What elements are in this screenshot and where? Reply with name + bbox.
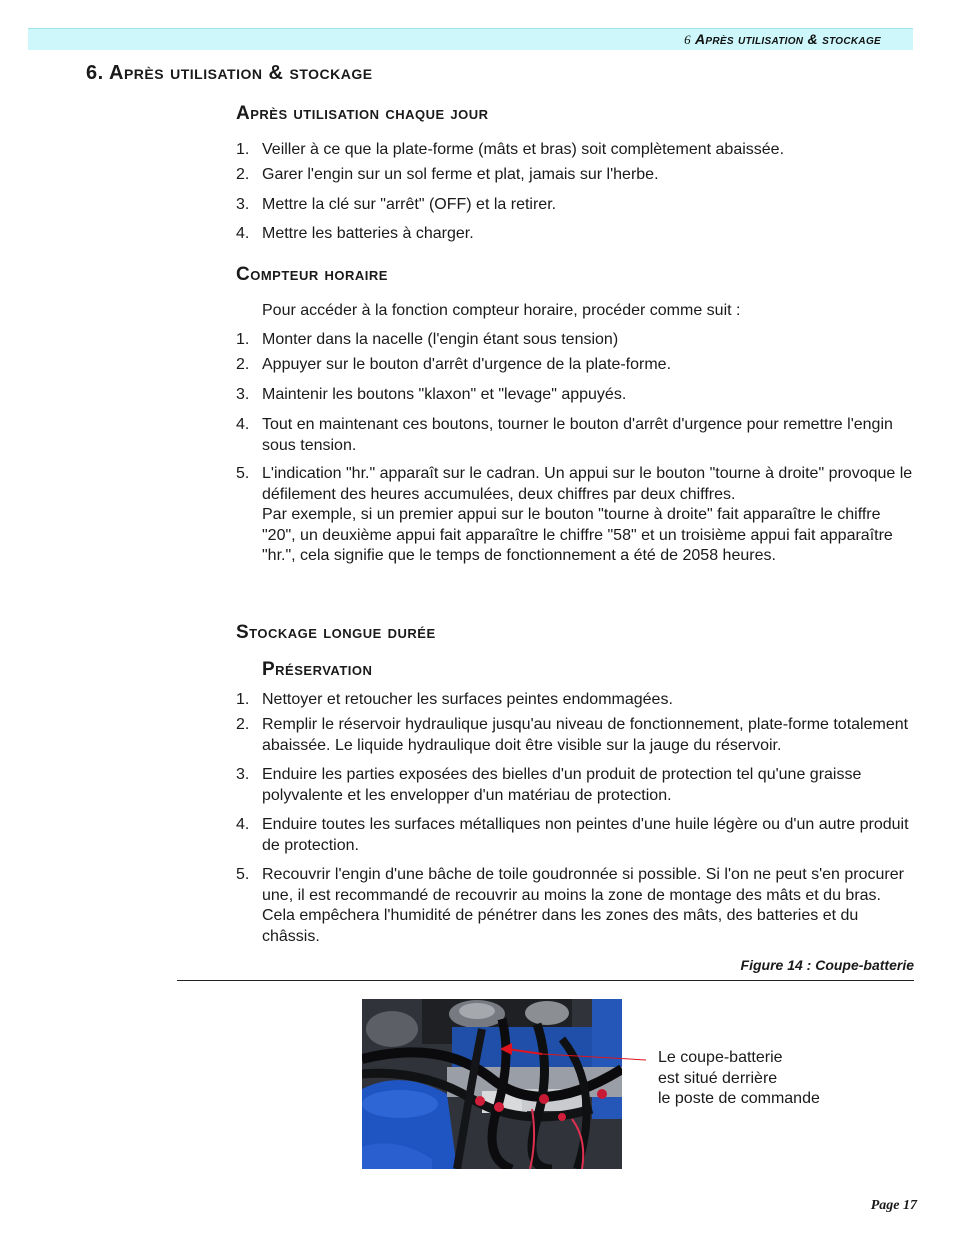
figure-note-line: est situé derrière <box>658 1069 778 1087</box>
section-heading-daily: Après utilisation chaque jour <box>236 103 489 124</box>
figure-note <box>658 1048 820 1110</box>
running-header <box>28 28 913 50</box>
list-item: 4. Enduire toutes les surfaces métalliques non peintes d'une huile légère ou d'un autre produit de protection. <box>236 816 909 854</box>
list-item: 2. Garer l'engin sur un sol ferme et plat, jamais sur l'herbe. <box>236 166 659 183</box>
list-item: 1. Monter dans la nacelle (l'engin étant sous tension) <box>236 331 619 348</box>
list-item: 1. Veiller à ce que la plate-forme (mâts et bras) soit complètement abaissée. <box>236 141 785 158</box>
section-heading-hour-meter: Compteur horaire <box>236 264 388 285</box>
hour-meter-intro: Pour accéder à la fonction compteur horaire, procéder comme suit : <box>262 302 741 319</box>
list-item: 2. Remplir le réservoir hydraulique jusqu'au niveau de fonctionnement, plate-forme totalement abaissée. Le liquide hydraulique doit être visible sur la jauge du réservoir. <box>236 716 909 754</box>
figure-caption: Figure 14 : Coupe-batterie <box>740 957 914 973</box>
chapter-title: 6. Après utilisation & stockage <box>86 62 373 84</box>
figure-divider <box>177 980 914 981</box>
list-item: 5. L'indication "hr." apparaît sur le cadran. Un appui sur le bouton "tourne à droite" provoque le défilement des heures accumulées, deux chiffres par deux chiffres. Par exemple, si un premier appui sur le bouton "tourne à droite" fait apparaître le chiffre "20", un deuxième appui fait apparaître le chiffre "58" et un troisième appui fait apparaître "hr.", cela signifie que le temps de fonctionnement a été de 2058 heures. <box>236 465 913 564</box>
section-heading-storage: Stockage longue durée <box>236 622 436 643</box>
figure-note-line: le poste de commande <box>658 1090 820 1107</box>
subsection-heading-preservation: Préservation <box>262 659 373 680</box>
page-number: Page 17 <box>870 1198 917 1213</box>
battery-switch-photo <box>362 999 622 1169</box>
list-item: 4. Tout en maintenant ces boutons, tourner le bouton d'arrêt d'urgence pour remettre l'engin sous tension. <box>236 416 893 454</box>
list-item: 3. Maintenir les boutons "klaxon" et "levage" appuyés. <box>236 386 627 403</box>
figure-note-line: Le coupe-batterie <box>658 1049 783 1066</box>
list-item: 1. Nettoyer et retoucher les surfaces peintes endommagées. <box>236 691 673 708</box>
battery-switch-photo-illustration <box>362 999 622 1169</box>
running-header-chapter-num: 6 <box>684 32 691 47</box>
list-item: 3. Enduire les parties exposées des bielles d'un produit de protection tel qu'une graisse polyvalente et les envelopper d'un matériau de protection. <box>236 766 862 804</box>
list-item: 2. Appuyer sur le bouton d'arrêt d'urgence de la plate-forme. <box>236 356 672 373</box>
running-header-chapter-title: Après utilisation & stockage <box>694 31 881 47</box>
list-item: 4. Mettre les batteries à charger. <box>236 225 474 242</box>
list-item: 5. Recouvrir l'engin d'une bâche de toile goudronnée si possible. Si l'on ne peut s'en procurer une, il est recommandé de recouvrir au moins la zone de montage des mâts et du bras. Cela empêchera l'humidité de pénétrer dans les zones des mâts, des batteries et du châssis. <box>236 866 904 945</box>
list-item: 3. Mettre la clé sur "arrêt" (OFF) et la retirer. <box>236 196 557 213</box>
running-header-text <box>684 31 881 48</box>
